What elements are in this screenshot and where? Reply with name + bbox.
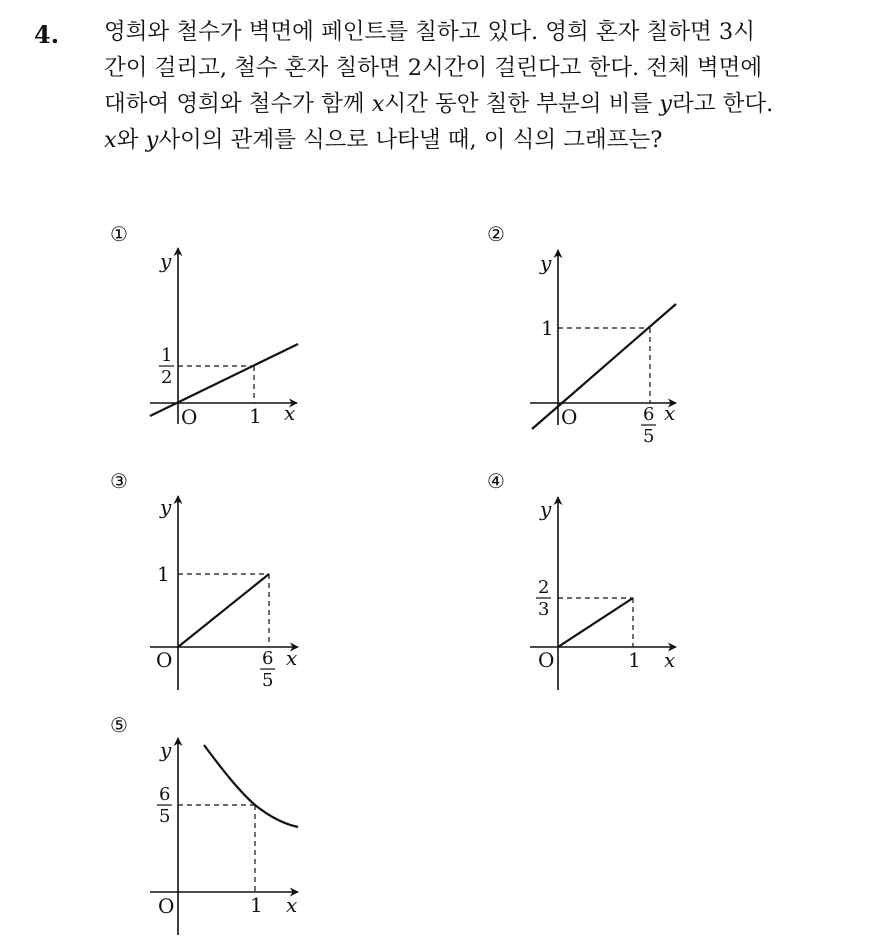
choice-1[interactable] bbox=[110, 222, 298, 429]
graph-curve bbox=[204, 745, 298, 827]
y-tick-label: 1 bbox=[157, 562, 170, 586]
text-run: 와 bbox=[116, 127, 146, 153]
y-tick-fraction bbox=[536, 577, 551, 620]
y-axis-label: y bbox=[540, 497, 552, 521]
choice-label: ④ bbox=[487, 469, 505, 493]
fraction-numerator: 1 bbox=[161, 345, 173, 366]
fraction-numerator: 6 bbox=[643, 404, 655, 425]
y-axis-label: y bbox=[540, 251, 552, 275]
y-axis-label: y bbox=[160, 249, 172, 273]
fraction-denominator: 5 bbox=[643, 426, 655, 447]
text-run: 라고 한다. bbox=[671, 91, 774, 117]
y-tick-fraction bbox=[157, 784, 172, 827]
x-axis-label: x bbox=[664, 401, 676, 425]
x-axis-label: x bbox=[286, 893, 298, 917]
origin-label: O bbox=[181, 405, 198, 429]
y-tick-label: 1 bbox=[541, 316, 554, 340]
choice-label: ① bbox=[110, 222, 128, 246]
graph-segment bbox=[178, 574, 269, 647]
variable-y: y bbox=[659, 91, 672, 117]
text-run: 영희와 철수가 벽면에 페인트를 칠하고 있다. 영희 혼자 칠하면 3시 bbox=[104, 19, 755, 45]
x-axis-label: x bbox=[284, 401, 296, 425]
choice-3[interactable] bbox=[110, 469, 298, 691]
origin-label: O bbox=[158, 894, 175, 918]
origin-label: O bbox=[156, 648, 173, 672]
choice-2[interactable] bbox=[487, 222, 676, 447]
x-tick-fraction bbox=[641, 404, 656, 447]
x-tick-label: 1 bbox=[250, 893, 263, 917]
x-axis-label: x bbox=[664, 648, 676, 672]
choice-label: ⑤ bbox=[110, 713, 128, 737]
y-axis-label: y bbox=[160, 738, 172, 762]
fraction-denominator: 5 bbox=[159, 806, 171, 827]
x-tick-fraction bbox=[260, 648, 275, 691]
fraction-numerator: 6 bbox=[262, 648, 274, 669]
origin-label: O bbox=[538, 648, 555, 672]
graph-segment bbox=[558, 598, 633, 647]
choice-label: ③ bbox=[110, 469, 128, 493]
fraction-numerator: 6 bbox=[159, 784, 171, 805]
fraction-denominator: 5 bbox=[262, 670, 274, 691]
y-axis-label: y bbox=[160, 495, 172, 519]
fraction-denominator: 2 bbox=[161, 367, 173, 388]
x-axis-label: x bbox=[286, 646, 298, 670]
question-number: 4. bbox=[34, 20, 60, 49]
x-tick-label: 1 bbox=[249, 404, 262, 428]
y-tick-fraction bbox=[159, 345, 174, 388]
fraction-numerator: 2 bbox=[538, 577, 550, 598]
origin-label: O bbox=[561, 405, 578, 429]
text-run: 시간 동안 칠한 부분의 비를 bbox=[384, 91, 660, 117]
choice-4[interactable] bbox=[487, 469, 676, 690]
text-run: 대하여 영희와 철수가 함께 bbox=[104, 91, 372, 117]
fraction-denominator: 3 bbox=[538, 599, 550, 620]
variable-x: x bbox=[104, 127, 117, 153]
choice-label: ② bbox=[487, 222, 505, 246]
variable-y: y bbox=[145, 127, 159, 153]
text-run: 간이 걸리고, 철수 혼자 칠하면 2시간이 걸린다고 한다. 전체 벽면에 bbox=[104, 55, 763, 81]
choice-5[interactable] bbox=[110, 713, 298, 935]
x-tick-label: 1 bbox=[628, 648, 641, 672]
text-run: 사이의 관계를 식으로 나타낼 때, 이 식의 그래프는? bbox=[158, 127, 663, 153]
variable-x: x bbox=[371, 91, 385, 117]
